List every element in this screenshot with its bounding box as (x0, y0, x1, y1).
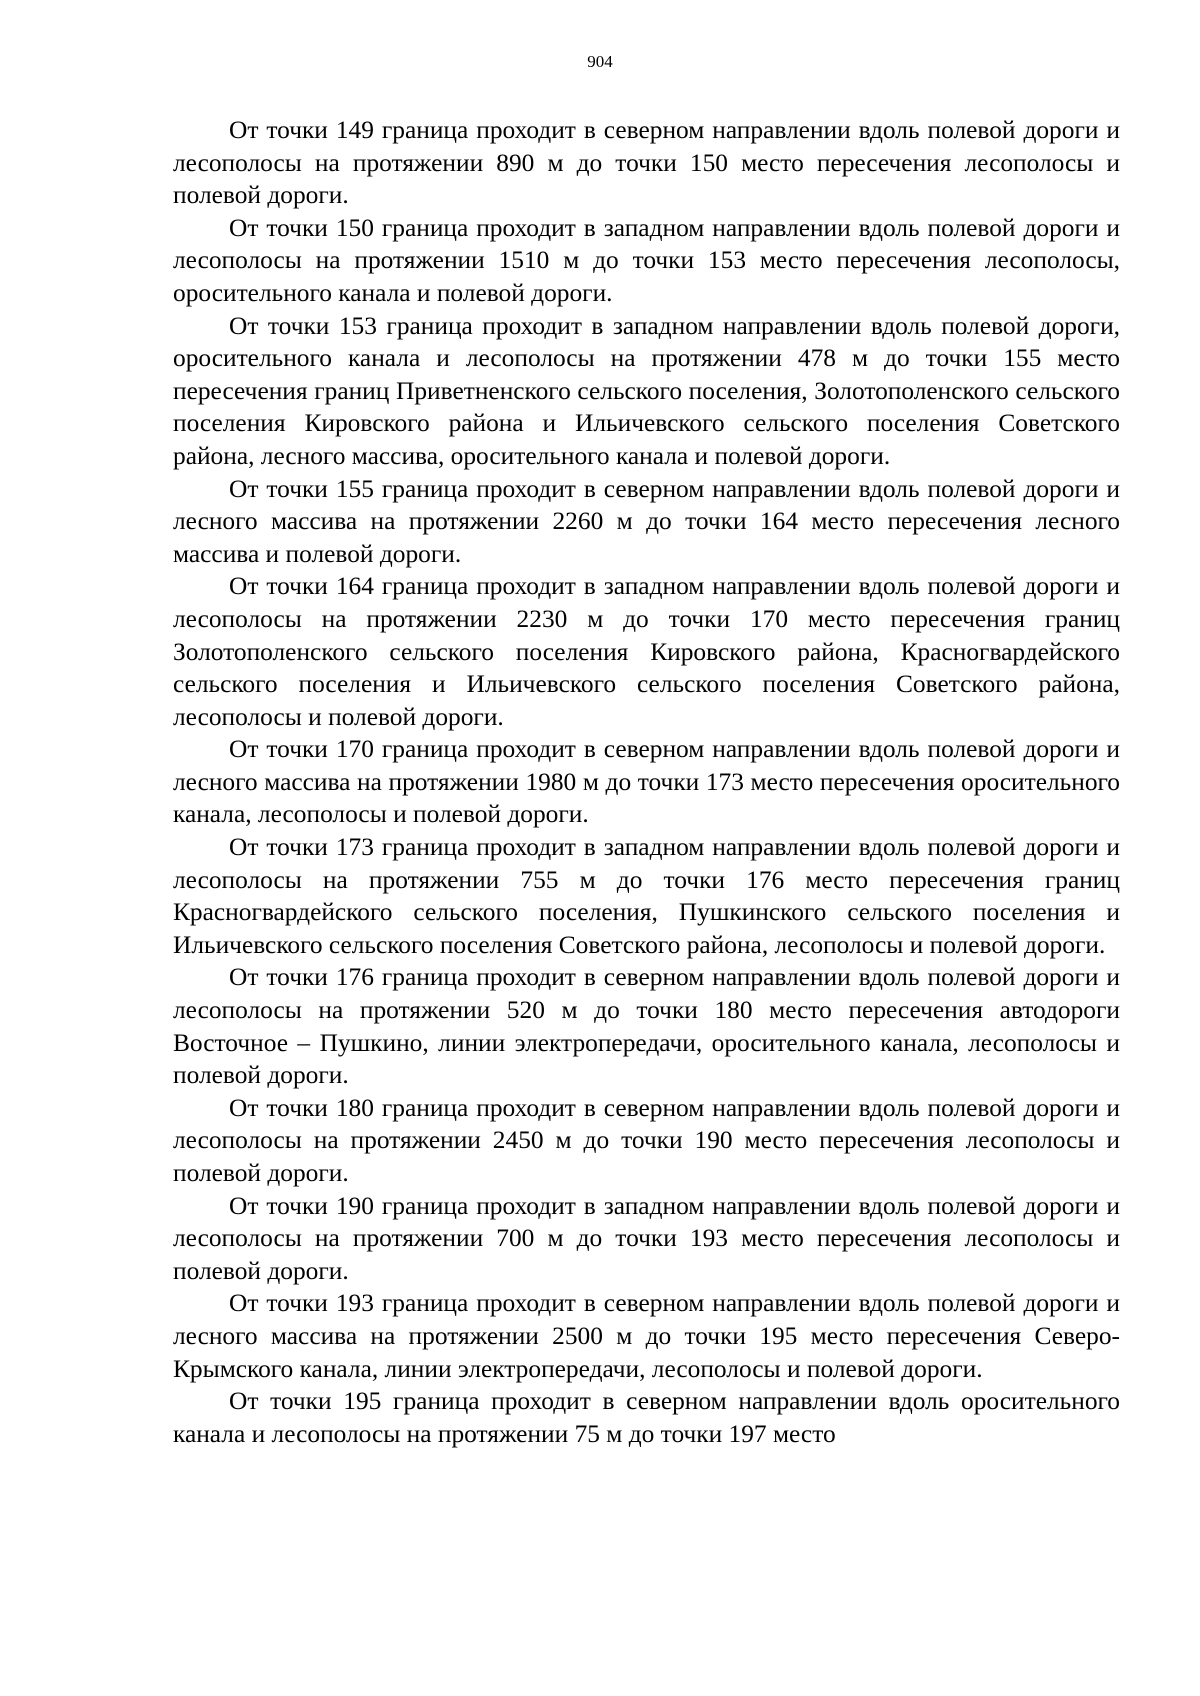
paragraph-point-173: От точки 173 граница проходит в западном направлении вдоль полевой дороги и лесополосы на протяжении 755 м до точки 176 место пересечения границ Красногвардейского сельского поселения, Пушкинского сельского поселения и Ильичевского сельского поселения Советского района, лесополосы и полевой дороги. (173, 833, 1120, 959)
paragraph-point-153: От точки 153 граница проходит в западном направлении вдоль полевой дороги, оросительного канала и лесополосы на протяжении 478 м до точки 155 место пересечения границ Приветненского сельского поселения, Золотополенского сельского поселения Кировского района и Ильичевского сельского поселения Советского района, лесного массива, оросительного канала и полевой дороги. (173, 311, 1120, 470)
paragraph-point-170: От точки 170 граница проходит в северном направлении вдоль полевой дороги и лесного массива на протяжении 1980 м до точки 173 место пересечения оросительного канала, лесополосы и полевой дороги. (173, 735, 1120, 829)
paragraph-point-180: От точки 180 граница проходит в северном направлении вдоль полевой дороги и лесополосы на протяжении 2450 м до точки 190 место пересечения лесополосы и полевой дороги. (173, 1093, 1120, 1187)
paragraph-point-149: От точки 149 граница проходит в северном направлении вдоль полевой дороги и лесополосы на протяжении 890 м до точки 150 место пересечения лесополосы и полевой дороги. (173, 116, 1120, 210)
paragraph-point-155: От точки 155 граница проходит в северном направлении вдоль полевой дороги и лесного массива на протяжении 2260 м до точки 164 место пересечения лесного массива и полевой дороги. (173, 474, 1120, 568)
page-number: 904 (587, 52, 613, 71)
paragraph-point-164: От точки 164 граница проходит в западном направлении вдоль полевой дороги и лесополосы на протяжении 2230 м до точки 170 место пересечения границ Золотополенского сельского поселения Кировского района, Красногвардейского сельского поселения и Ильичевского сельского поселения Советского района, лесополосы и полевой дороги. (173, 572, 1120, 731)
paragraph-point-150: От точки 150 граница проходит в западном направлении вдоль полевой дороги и лесополосы на протяжении 1510 м до точки 153 место пересечения лесополосы, оросительного канала и полевой дороги. (173, 213, 1120, 307)
document-body (173, 114, 1120, 1450)
paragraph-point-190: От точки 190 граница проходит в западном направлении вдоль полевой дороги и лесополосы на протяжении 700 м до точки 193 место пересечения лесополосы и полевой дороги. (173, 1191, 1120, 1285)
paragraph-point-176: От точки 176 граница проходит в северном направлении вдоль полевой дороги и лесополосы на протяжении 520 м до точки 180 место пересечения автодороги Восточное – Пушкино, линии электропередачи, оросительного канала, лесополосы и полевой дороги. (173, 963, 1120, 1090)
paragraph-point-193: От точки 193 граница проходит в северном направлении вдоль полевой дороги и лесного массива на протяжении 2500 м до точки 195 место пересечения Северо-Крымского канала, линии электропередачи, лесополосы и полевой дороги. (173, 1289, 1120, 1383)
paragraph-point-195: От точки 195 граница проходит в северном направлении вдоль оросительного канала и лесополосы на протяжении 75 м до точки 197 место (173, 1387, 1120, 1448)
